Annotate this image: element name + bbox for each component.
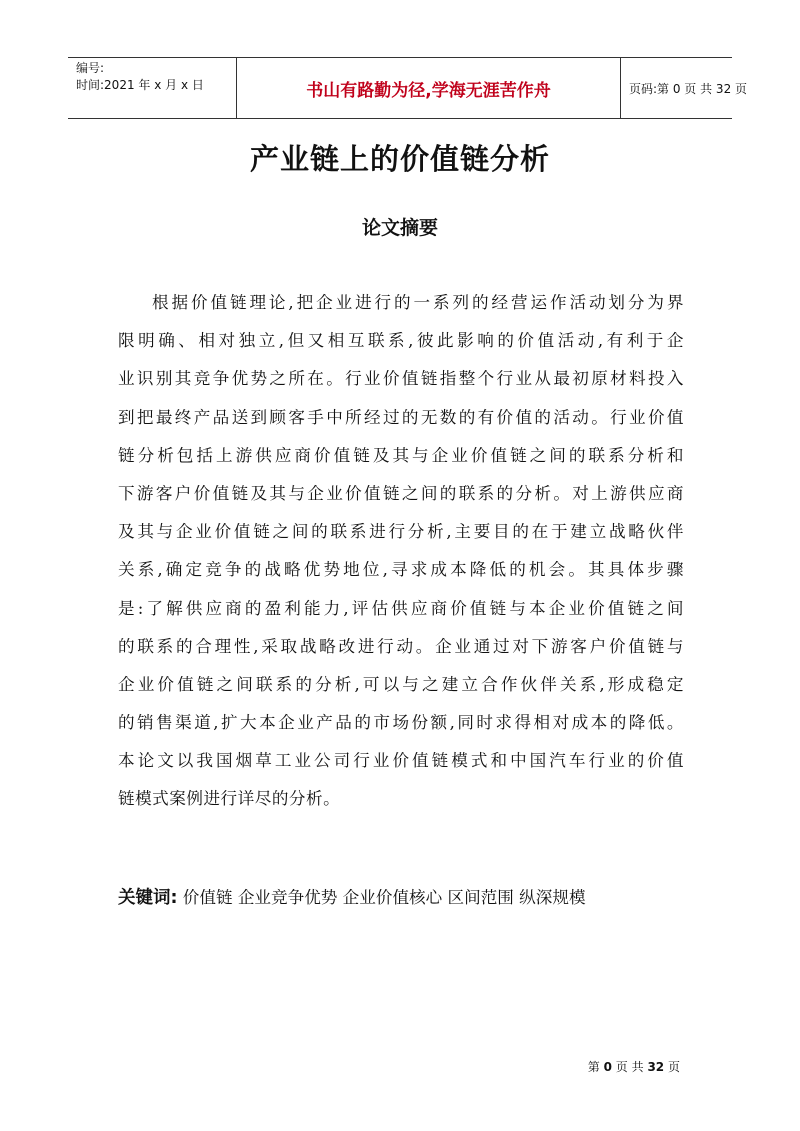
header-info-cell: [68, 58, 236, 118]
page-info-text: 页码:第 0 页 共 32 页: [629, 81, 748, 96]
abstract-line: 链模式案例进行详尽的分析。: [118, 789, 341, 809]
footer-prefix: 第: [587, 1060, 600, 1074]
abstract-heading: 论文摘要: [361, 217, 438, 239]
abstract-line: 的联系的合理性,采取战略改进行动。企业通过对下游客户价值链与: [118, 636, 684, 656]
number-label: 编号:: [76, 61, 105, 75]
keywords-line: [118, 884, 684, 909]
keywords-items: 价值链 企业竞争优势 企业价值核心 区间范围 纵深规模: [182, 888, 586, 907]
footer-middle: 页 共: [615, 1060, 644, 1074]
abstract-line: 及其与企业价值链之间的联系进行分析,主要目的在于建立战略伙伴: [118, 522, 684, 542]
abstract-line: 到把最终产品送到顾客手中所经过的无数的有价值的活动。行业价值: [118, 407, 684, 427]
abstract-line: 业识别其竞争优势之所在。行业价值链指整个行业从最初原材料投入: [118, 369, 684, 389]
motto-cell: [236, 58, 621, 118]
abstract-body: [118, 284, 684, 819]
motto-text: 书山有路勤为径,学海无涯苦作舟: [306, 80, 551, 101]
abstract-line: 下游客户价值链及其与企业价值链之间的联系的分析。对上游供应商: [118, 483, 684, 503]
abstract-line: 限明确、相对独立,但又相互联系,彼此影响的价值活动,有利于企: [118, 331, 684, 351]
footer-page-number: 0: [603, 1060, 612, 1074]
abstract-line: 本论文以我国烟草工业公司行业价值链模式和中国汽车行业的价值: [118, 751, 684, 771]
keywords-label: 关键词:: [118, 888, 178, 908]
footer-suffix: 页: [667, 1060, 680, 1074]
footer-total-pages: 32: [647, 1060, 665, 1074]
abstract-line: 关系,确定竞争的战略优势地位,寻求成本降低的机会。其具体步骤: [118, 560, 684, 580]
document-title: 产业链上的价值链分析: [249, 142, 550, 176]
abstract-line: 企业价值链之间联系的分析,可以与之建立合作伙伴关系,形成稳定: [118, 674, 684, 694]
page-info-cell: [621, 58, 748, 118]
abstract-line: 根据价值链理论,把企业进行的一系列的经营运作活动划分为界: [152, 293, 684, 312]
abstract-line: 是:了解供应商的盈利能力,评估供应商价值链与本企业价值链之间: [118, 598, 684, 618]
abstract-line: 链分析包括上游供应商价值链及其与企业价值链之间的联系分析和: [118, 445, 684, 465]
abstract-line: 的销售渠道,扩大本企业产品的市场份额,同时求得相对成本的降低。: [118, 713, 684, 733]
time-label: 时间:2021 年 x 月 x 日: [76, 78, 204, 92]
page-footer: [588, 1058, 680, 1075]
header-table: [68, 57, 748, 119]
